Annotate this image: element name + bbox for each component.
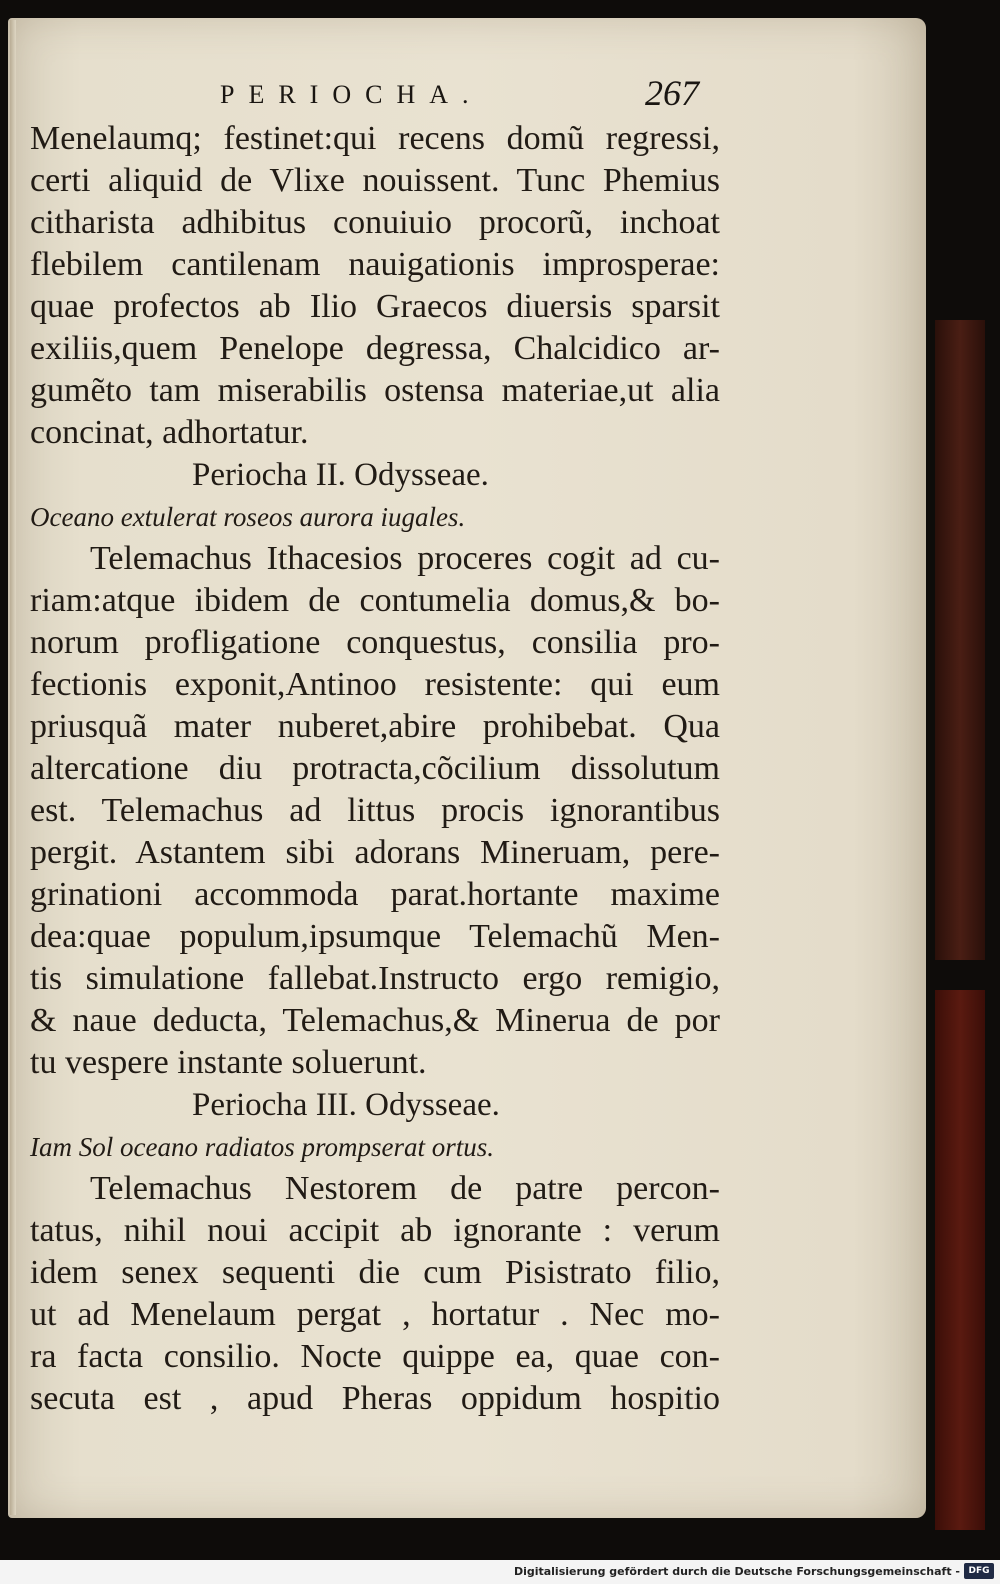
page-number: 267 bbox=[645, 73, 699, 113]
text-block bbox=[30, 118, 720, 1420]
verse-line: Iam Sol oceano radiatos prompserat ortus. bbox=[30, 1132, 494, 1162]
text-line: grinationi accommoda parat.hortante maxime bbox=[30, 876, 720, 913]
text-line: ra facta consilio. Nocte quippe ea, quae con- bbox=[30, 1338, 720, 1375]
book-edge-lower bbox=[935, 990, 985, 1530]
text-line: ut ad Menelaum pergat , hortatur . Nec mo- bbox=[30, 1296, 720, 1333]
text-line: secuta est , apud Pheras oppidum hospitio bbox=[30, 1380, 720, 1417]
text-line: idem senex sequenti die cum Pisistrato filio, bbox=[30, 1254, 720, 1291]
text-line: riam:atque ibidem de contumelia domus,& bo- bbox=[30, 582, 720, 619]
text-line: altercatione diu protracta,cõcilium dissolutum bbox=[30, 750, 720, 787]
text-line: norum profligatione conquestus, consilia pro- bbox=[30, 624, 720, 661]
running-head: PERIOCHA. bbox=[220, 80, 483, 109]
page-header bbox=[0, 72, 1000, 122]
text-line: dea:quae populum,ipsumque Telemachũ Men- bbox=[30, 918, 720, 955]
text-line: citharista adhibitus conuiuio procorũ, inchoat bbox=[30, 204, 720, 241]
text-line: exiliis,quem Penelope degressa, Chalcidico ar- bbox=[30, 330, 720, 367]
book-edge-upper bbox=[935, 320, 985, 960]
text-line: & naue deducta, Telemachus,& Minerua de por bbox=[30, 1002, 720, 1039]
dfg-logo: DFG bbox=[964, 1563, 994, 1579]
text-line: Telemachus Nestorem de patre percon- bbox=[90, 1170, 720, 1207]
page-gutter bbox=[10, 20, 16, 1515]
text-line: fectionis exponit,Antinoo resistente: qui eum bbox=[30, 666, 720, 703]
text-line: tu vespere instante soluerunt. bbox=[30, 1044, 427, 1081]
text-line: est. Telemachus ad littus procis ignorantibus bbox=[30, 792, 720, 829]
footer-bar bbox=[0, 1560, 1000, 1584]
text-line: quae profectos ab Ilio Graecos diuersis sparsit bbox=[30, 288, 720, 325]
text-line: concinat, adhortatur. bbox=[30, 414, 309, 451]
section-heading: Periocha III. Odysseae. bbox=[192, 1087, 500, 1123]
text-line: flebilem cantilenam nauigationis improsperae: bbox=[30, 246, 720, 283]
funding-credit: Digitalisierung gefördert durch die Deutsche Forschungsgemeinschaft - bbox=[513, 1565, 960, 1578]
text-line: tatus, nihil noui accipit ab ignorante : verum bbox=[30, 1212, 720, 1249]
text-line: Telemachus Ithacesios proceres cogit ad cu- bbox=[90, 540, 720, 577]
text-line: tis simulatione fallebat.Instructo ergo remigio, bbox=[30, 960, 720, 997]
text-line: priusquã mater nuberet,abire prohibebat. Qua bbox=[30, 708, 720, 745]
text-line: pergit. Astantem sibi adorans Mineruam, pere- bbox=[30, 834, 720, 871]
text-line: gumẽto tam miserabilis ostensa materiae,ut alia bbox=[30, 372, 720, 409]
text-line: certi aliquid de Vlixe nouissent. Tunc Phemius bbox=[30, 162, 720, 199]
section-heading: Periocha II. Odysseae. bbox=[192, 457, 489, 493]
text-line: Menelaumq; festinet:qui recens domũ regressi, bbox=[30, 120, 720, 157]
verse-line: Oceano extulerat roseos aurora iugales. bbox=[30, 502, 466, 532]
